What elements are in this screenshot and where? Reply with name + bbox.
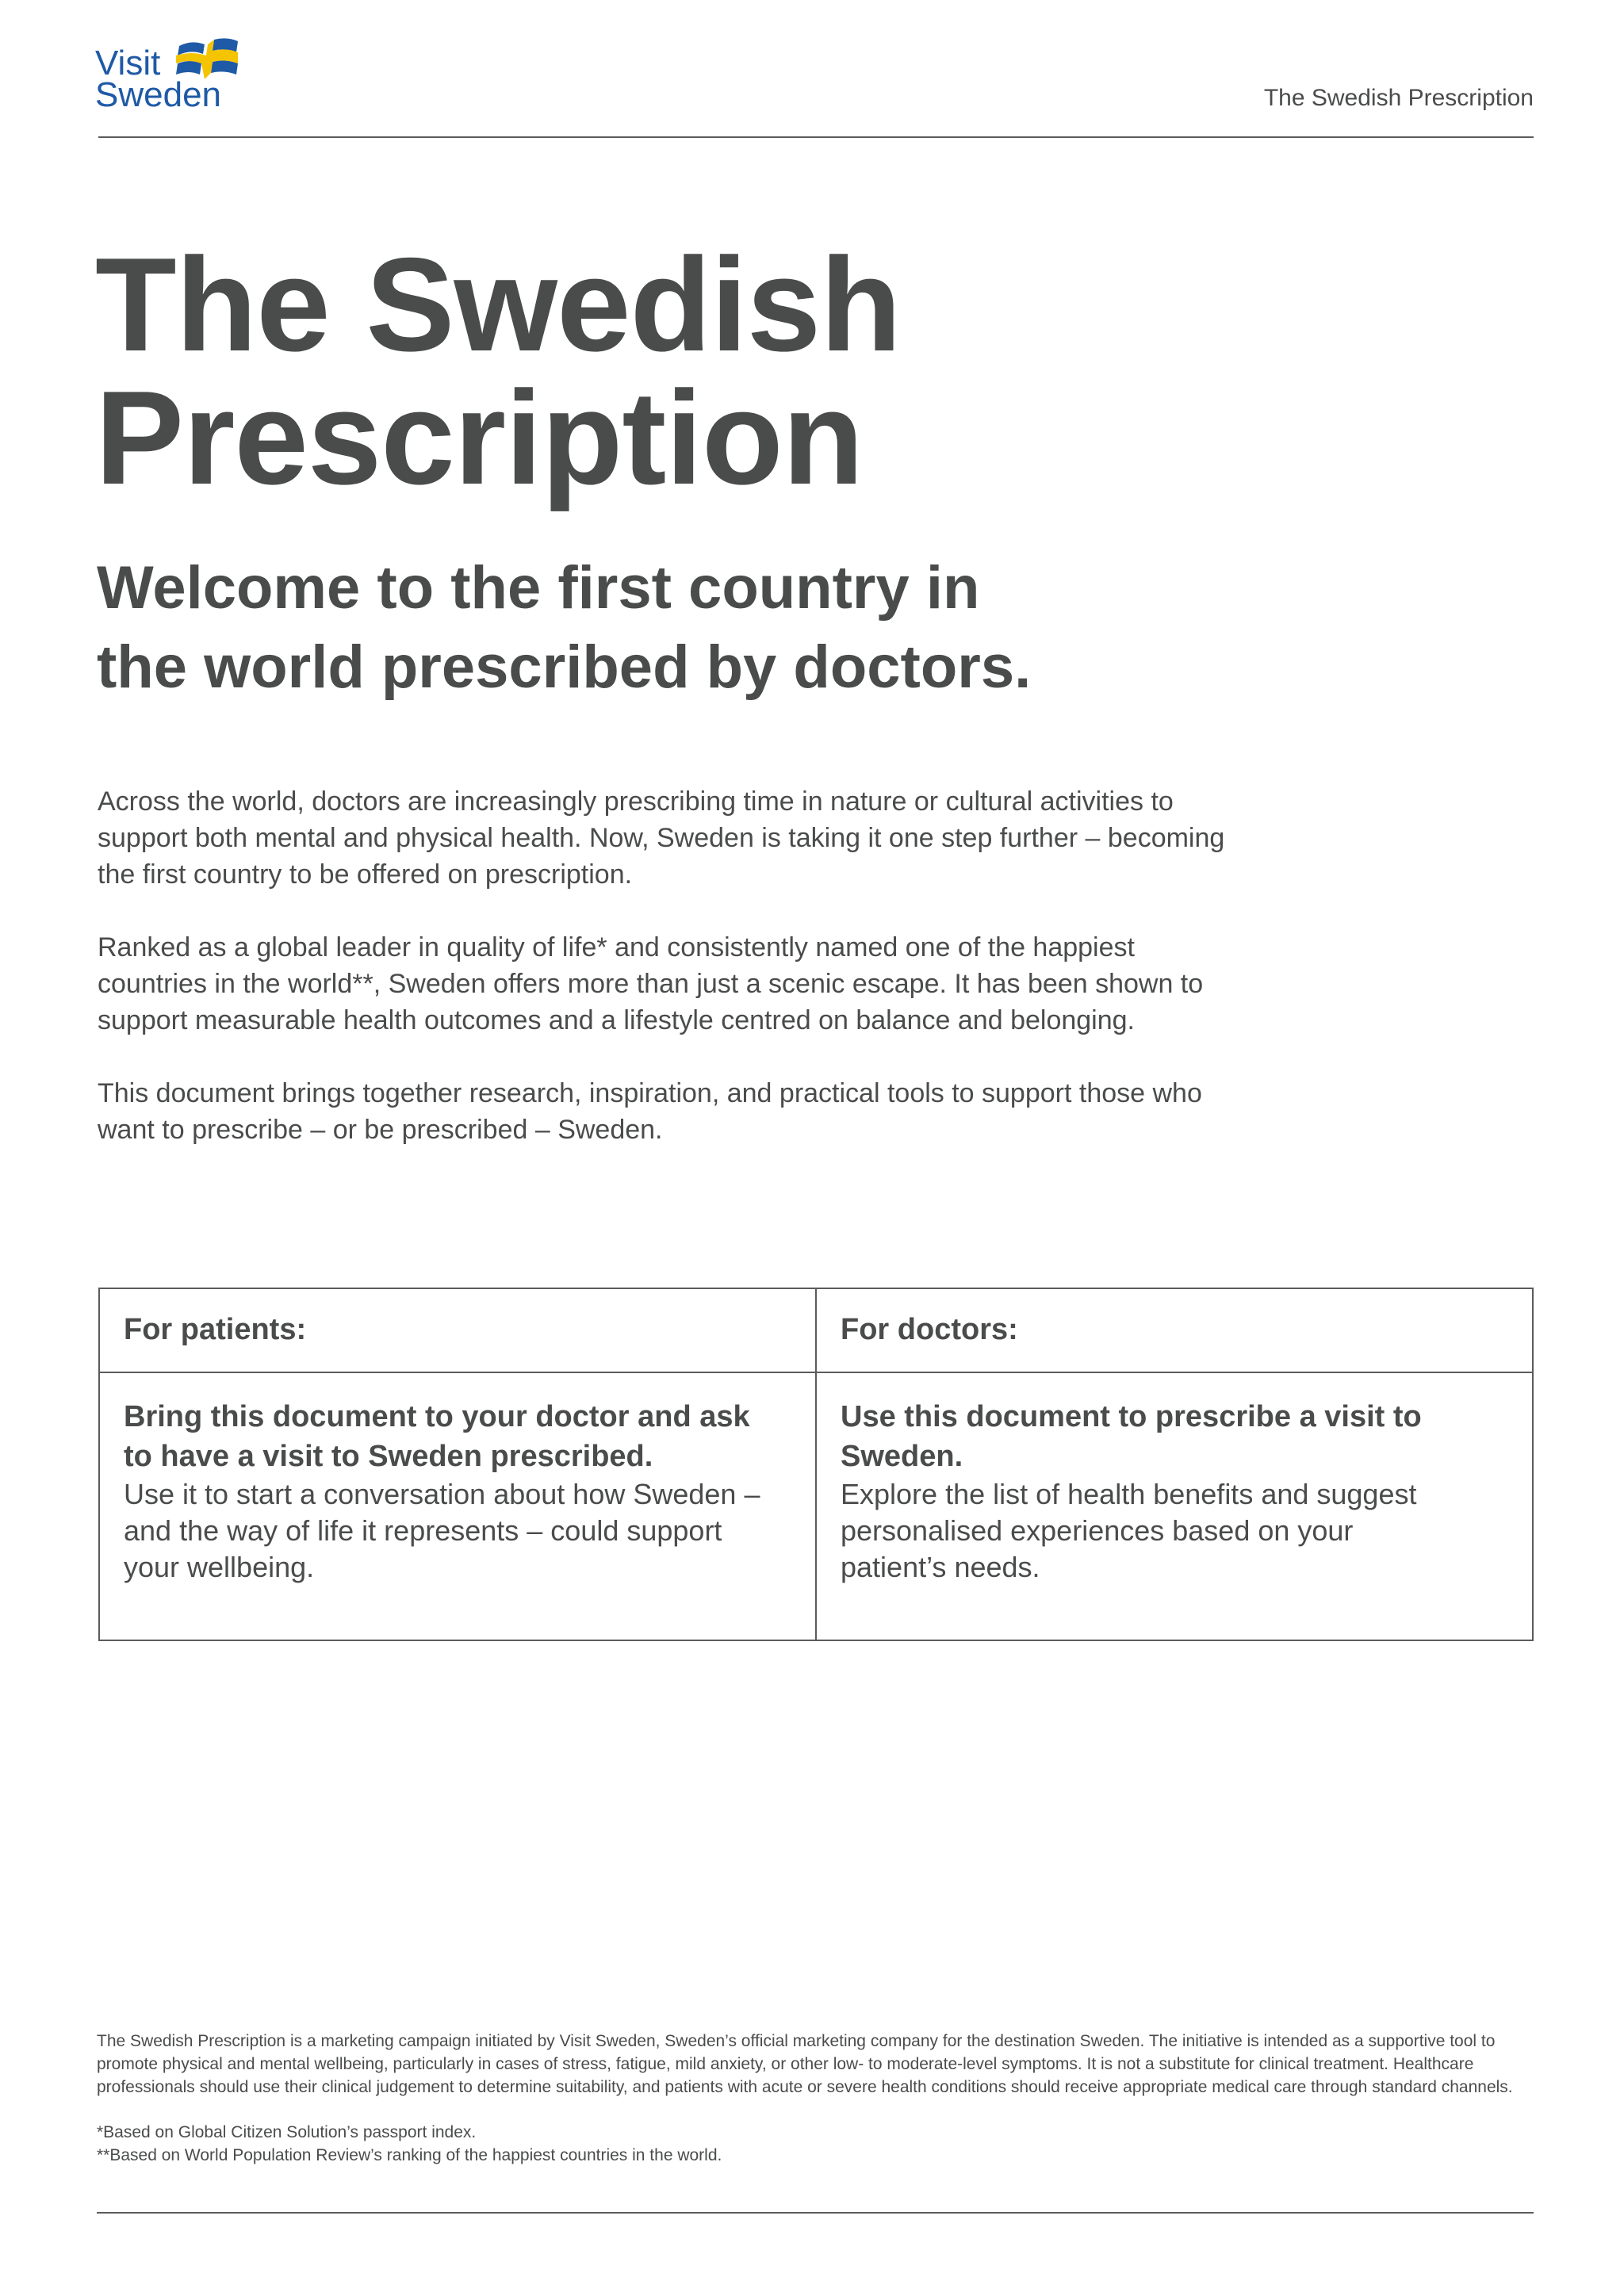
patients-column bbox=[100, 1289, 817, 1640]
visit-sweden-logo bbox=[95, 35, 254, 114]
patients-lead: Bring this document to your doctor and ask to have a visit to Sweden prescribed. bbox=[124, 1400, 750, 1473]
intro-body bbox=[98, 783, 1239, 1184]
footnote-quality-of-life: *Based on Global Citizen Solution’s passport index. bbox=[97, 2123, 477, 2141]
intro-paragraph: Across the world, doctors are increasingly prescribing time in nature or cultural activities to support both mental and physical health. Now, Sweden is taking it one step further – becoming the first country to be offered on prescription. bbox=[98, 786, 1225, 890]
header-document-title: The Swedish Prescription bbox=[1263, 85, 1534, 111]
page-header bbox=[95, 35, 1534, 138]
page-subtitle-line-2: the world prescribed by doctors. bbox=[97, 633, 1032, 701]
page-title bbox=[95, 230, 1205, 512]
doctors-column bbox=[817, 1289, 1532, 1640]
patients-content bbox=[100, 1373, 815, 1586]
doctors-content bbox=[817, 1373, 1532, 1586]
intro-paragraph: This document brings together research, inspiration, and practical tools to support those who want to prescribe – or be prescribed – Sweden. bbox=[98, 1078, 1202, 1145]
audience-table bbox=[98, 1288, 1534, 1641]
patients-heading: For patients: bbox=[100, 1289, 815, 1373]
swedish-flag-icon bbox=[174, 35, 241, 82]
logo-word-visit: Visit bbox=[95, 44, 161, 82]
doctors-lead: Use this document to prescribe a visit to Sweden. bbox=[841, 1400, 1422, 1473]
page-subtitle-line-1: Welcome to the first country in bbox=[97, 554, 980, 622]
page-title-line-2: Prescription bbox=[95, 363, 864, 512]
doctors-description: Explore the list of health benefits and suggest personalised experiences based on your patient’s needs. bbox=[841, 1478, 1417, 1583]
doctors-heading: For doctors: bbox=[817, 1289, 1532, 1373]
page-title-line-1: The Swedish bbox=[95, 230, 901, 379]
footer-disclaimer: The Swedish Prescription is a marketing campaign initiated by Visit Sweden, Sweden’s official marketing company for the destination Sweden. The initiative is intended as a supportive tool to promote physical and mental wellbeing, particularly in cases of stress, fatigue, mild anxiety, or other low- to moderate-level symptoms. It is not a substitute for clinical treatment. Healthcare professionals should use their clinical judgement to determine suitability, and patients with acute or severe health conditions should receive appropriate medical care through standard channels. bbox=[97, 2032, 1513, 2096]
intro-paragraph: Ranked as a global leader in quality of life* and consistently named one of the happiest countries in the world**, Sweden offers more than just a scenic escape. It has been shown to support measurable health outcomes and a lifestyle centred on balance and belonging. bbox=[98, 932, 1204, 1035]
footnote-happiest-countries: **Based on World Population Review’s ranking of the happiest countries in the world. bbox=[97, 2146, 722, 2164]
patients-description: Use it to start a conversation about how Sweden – and the way of life it represents – could support your wellbeing. bbox=[124, 1478, 760, 1583]
logo-word-sweden: Sweden bbox=[95, 75, 222, 114]
page-footer bbox=[97, 2030, 1534, 2214]
page-subtitle bbox=[97, 549, 1128, 707]
